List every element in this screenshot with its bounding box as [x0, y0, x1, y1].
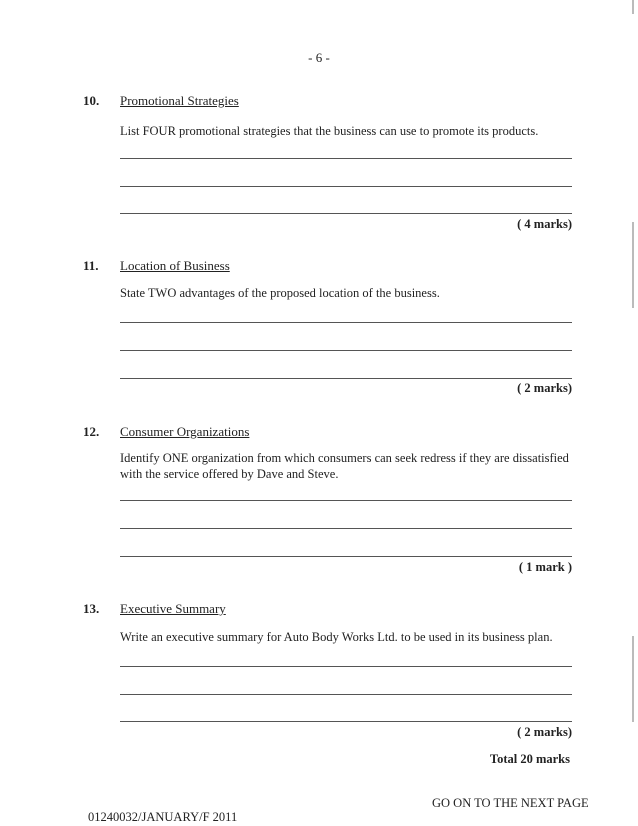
question-title: Location of Business — [120, 258, 230, 273]
answer-line[interactable] — [120, 500, 572, 501]
question-number: 10. — [83, 93, 100, 108]
marks-label: ( 2 marks) — [517, 725, 572, 739]
question-number: 11. — [83, 258, 99, 273]
answer-line[interactable] — [120, 213, 572, 214]
question-title: Consumer Organizations — [120, 424, 250, 439]
question-prompt: List FOUR promotional strategies that the business can use to promote its products. — [120, 124, 539, 138]
answer-line[interactable] — [120, 350, 572, 351]
answer-line[interactable] — [120, 322, 572, 323]
answer-line[interactable] — [120, 528, 572, 529]
marks-label: ( 2 marks) — [517, 381, 572, 395]
question-title: Executive Summary — [120, 601, 226, 616]
page-number: - 6 - — [308, 50, 330, 65]
question-number: 12. — [83, 424, 100, 439]
scan-edge-mark — [632, 636, 634, 722]
marks-label: ( 4 marks) — [517, 217, 572, 231]
scan-edge-mark — [632, 0, 634, 14]
question-prompt: Identify ONE organization from which consumers can seek redress if they are dissatisfied with the service offered by Dave and Steve. — [120, 451, 569, 481]
scan-edge-mark — [632, 222, 634, 308]
answer-line[interactable] — [120, 694, 572, 695]
answer-line[interactable] — [120, 556, 572, 557]
question-title: Promotional Strategies — [120, 93, 239, 108]
marks-label: ( 1 mark ) — [518, 560, 572, 574]
question-number: 13. — [83, 601, 100, 616]
question-prompt: State TWO advantages of the proposed location of the business. — [120, 286, 440, 300]
answer-line[interactable] — [120, 186, 572, 187]
total-marks: Total 20 marks — [489, 752, 570, 766]
go-on-notice: GO ON TO THE NEXT PAGE — [432, 796, 589, 810]
question-prompt: Write an executive summary for Auto Body Works Ltd. to be used in its business plan. — [120, 630, 553, 644]
answer-line[interactable] — [120, 721, 572, 722]
answer-line[interactable] — [120, 666, 572, 667]
paper-code: 01240032/JANUARY/F 2011 — [88, 810, 238, 824]
answer-line[interactable] — [120, 378, 572, 379]
answer-line[interactable] — [120, 158, 572, 159]
